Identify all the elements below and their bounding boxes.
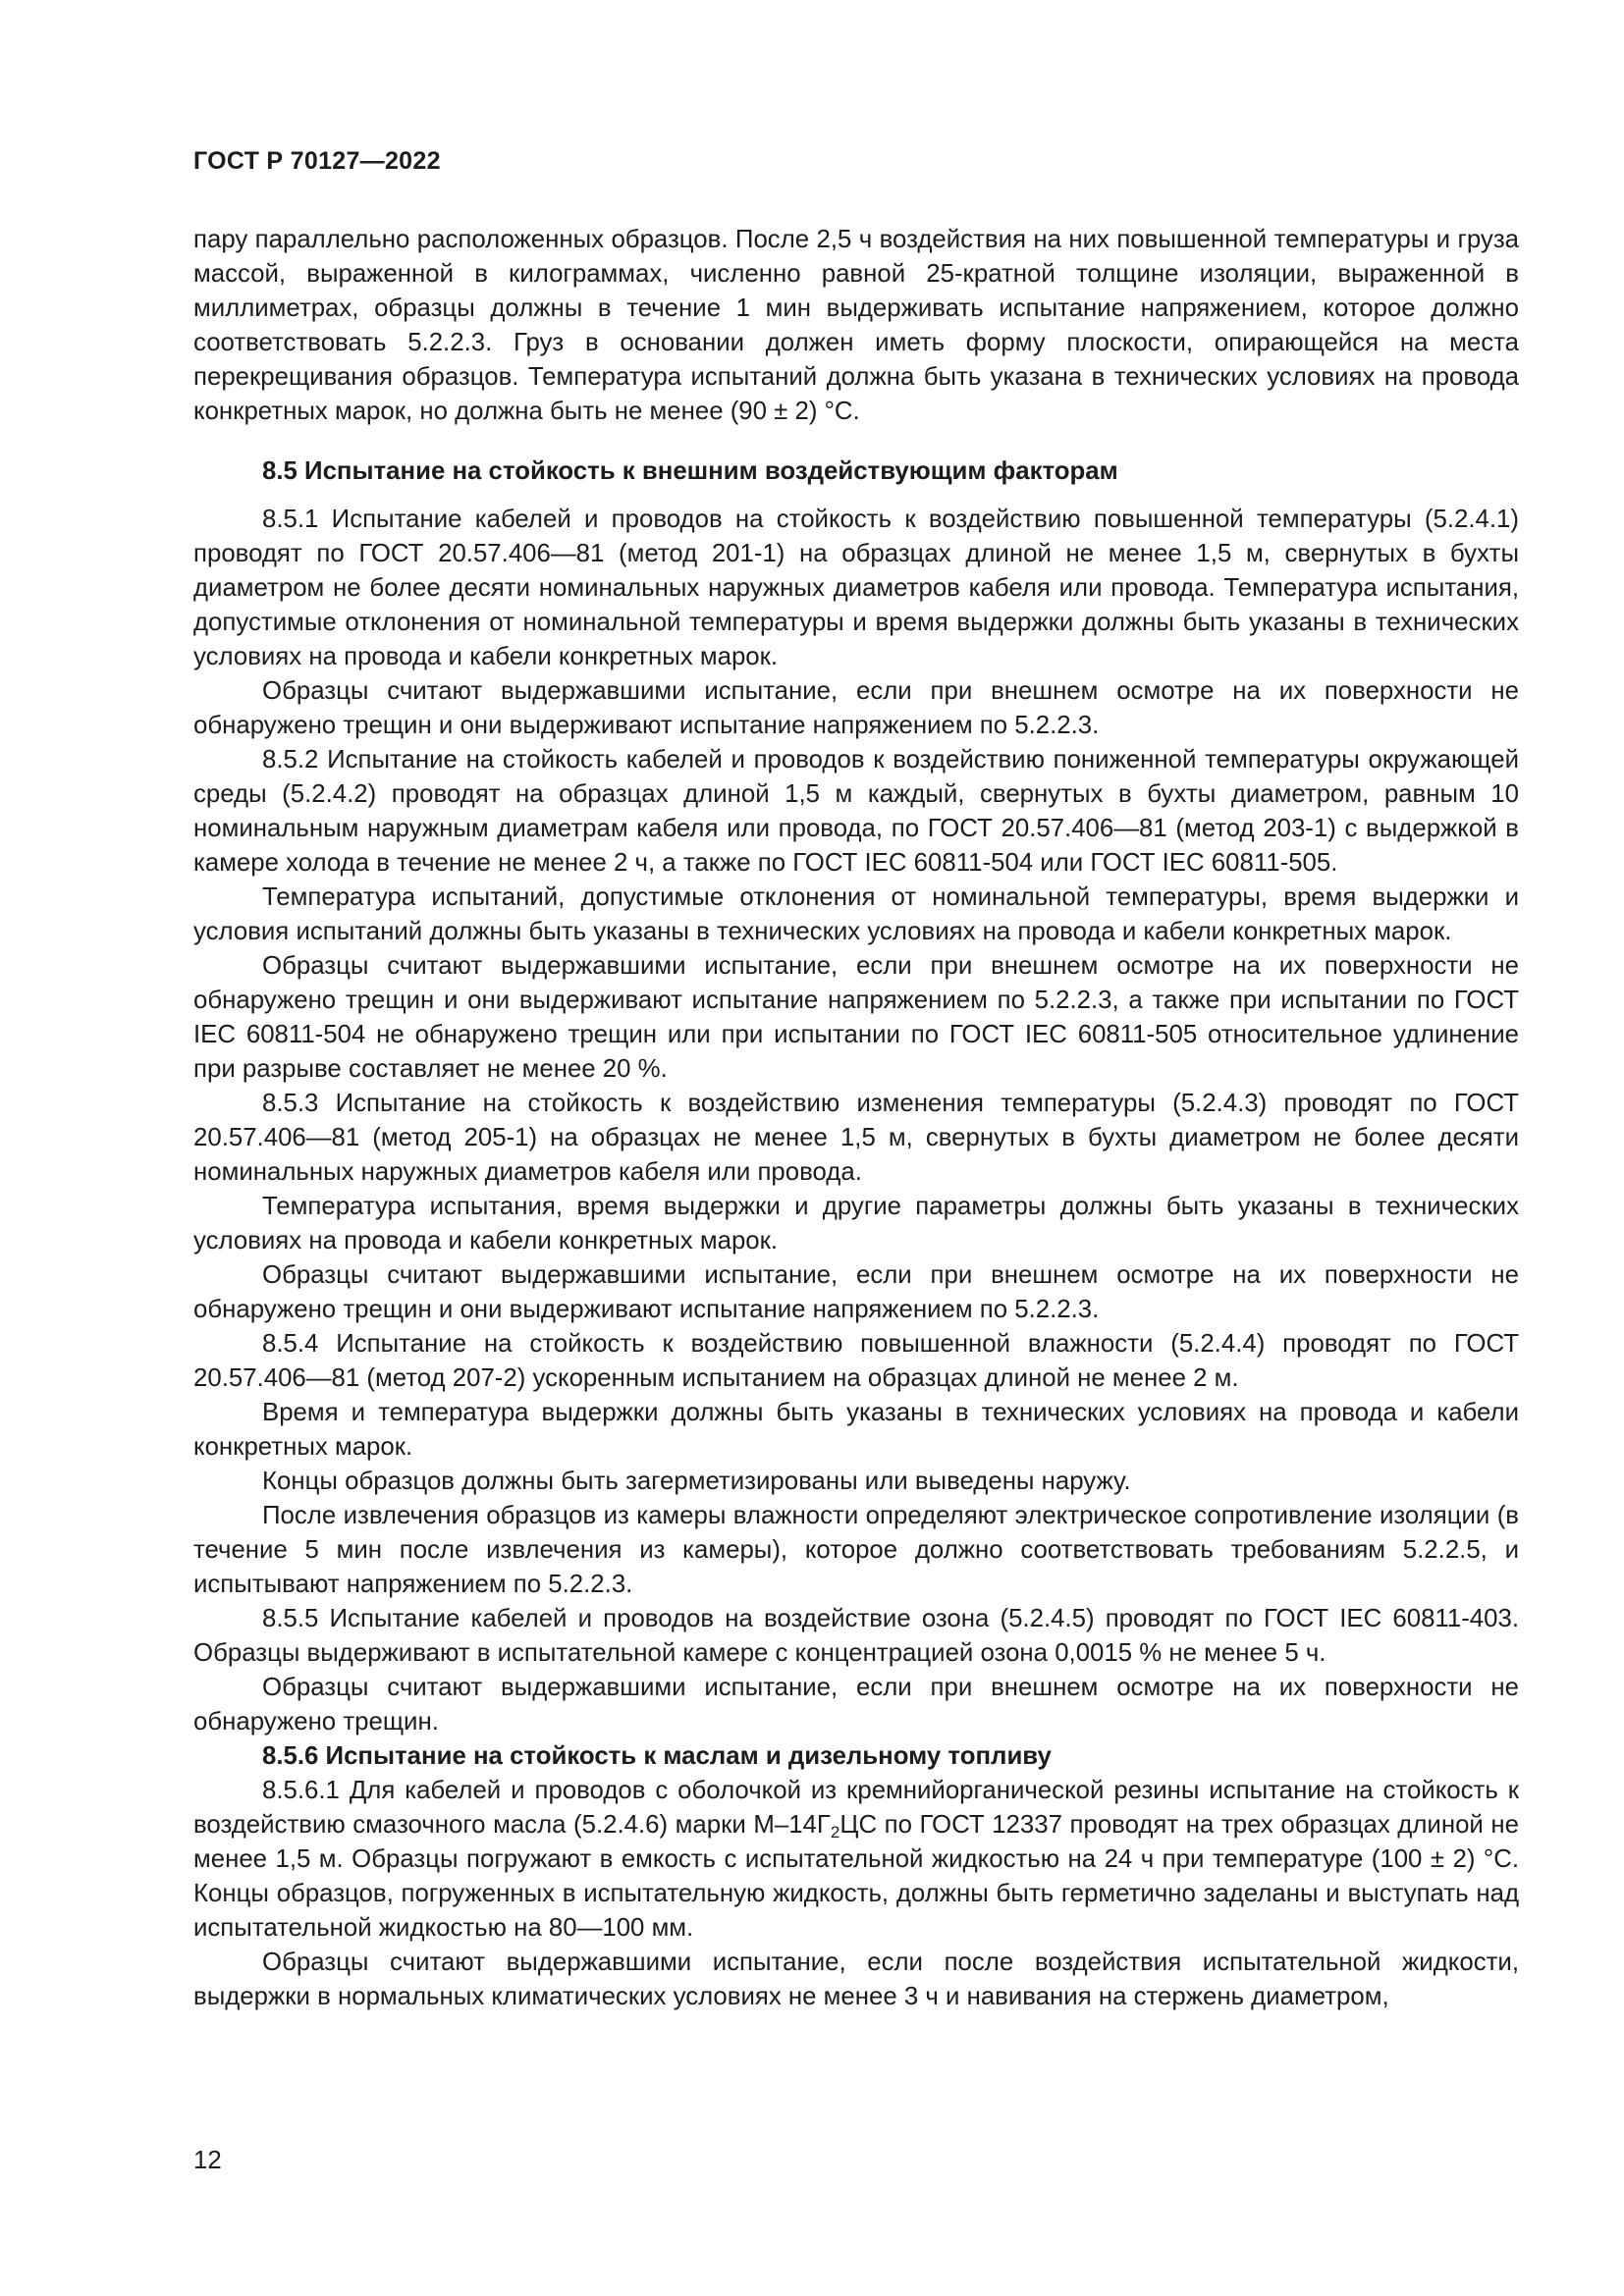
paragraph-8-5-6-1 — [193, 1774, 1519, 1946]
subscript-2: 2 — [830, 1823, 840, 1842]
paragraph-8-5-2-result: Образцы считают выдержавшими испытание, если при внешнем осмотре на их поверхности не обнаружено трещин и они выдерживают испытание напряжением по 5.2.2.3, а также при испытании по ГОСТ IEC 60811-504 не обнаружено трещин или при испытании по ГОСТ IEC 60811-505 относительное удлинение при разрыве составляет не менее 20 %. — [193, 952, 1519, 1083]
document-body — [193, 223, 1519, 2014]
paragraph-8-5-5-result: Образцы считают выдержавшими испытание, если при внешнем осмотре на их поверхности не обнаружено трещин. — [193, 1674, 1519, 1735]
paragraph-8-5-6-1-part-2: ЦС по ГОСТ 12337 проводят на трех образцах длиной не менее 1,5 м. Образцы погружают в емкость с испытательной жидкостью на 24 ч при температуре (100 ± 2) °С. Концы образцов, погруженных в испытательную жидкость, должны быть герметично заделаны и выступать над испытательной жидкостью на 80—100 мм. — [193, 1811, 1519, 1942]
paragraph-8-5-4-result: После извлечения образцов из камеры влажности определяют электрическое сопротивление изоляции (в течение 5 мин после извлечения из камеры), которое должно соответствовать требованиям 5.2.2.5, и испытывают напряжением по 5.2.2.3. — [193, 1502, 1519, 1598]
paragraph-8-5-1-result: Образцы считают выдержавшими испытание, если при внешнем осмотре на их поверхности не обнаружено трещин и они выдерживают испытание напряжением по 5.2.2.3. — [193, 677, 1519, 739]
paragraph-8-5-1: 8.5.1 Испытание кабелей и проводов на стойкость к воздействию повышенной температуры (5.2.4.1) проводят по ГОСТ 20.57.406—81 (метод 201-1) на образцах длиной не менее 1,5 м, свернутых в бухты диаметром не более десяти номинальных наружных диаметров кабеля или провода. Температура испытания, допустимые отклонения от номинальной температуры и время выдержки должны быть указаны в технических условиях на провода и кабели конкретных марок. — [193, 506, 1519, 670]
paragraph-8-5-4-ends: Концы образцов должны быть загерметизированы или выведены наружу. — [262, 1468, 1131, 1495]
paragraph-8-5-3-result: Образцы считают выдержавшими испытание, если при внешнем осмотре на их поверхности не обнаружено трещин и они выдерживают испытание напряжением по 5.2.2.3. — [193, 1261, 1519, 1323]
paragraph-8-5-3: 8.5.3 Испытание на стойкость к воздействию изменения температуры (5.2.4.3) проводят по ГОСТ 20.57.406—81 (метод 205-1) на образцах не менее 1,5 м, свернутых в бухты диаметром не более десяти номинальных наружных диаметров кабеля или провода. — [193, 1090, 1519, 1186]
section-heading-8-5: 8.5 Испытание на стойкость к внешним воздействующим факторам — [262, 457, 1118, 485]
paragraph-8-5-2: 8.5.2 Испытание на стойкость кабелей и проводов к воздействию пониженной температуры окружающей среды (5.2.4.2) проводят на образцах длиной 1,5 м каждый, свернутых в бухты диаметром, равным 10 номинальным наружным диаметрам кабеля или провода, по ГОСТ 20.57.406—81 (метод 203-1) с выдержкой в камере холода в течение не менее 2 ч, а также по ГОСТ IEC 60811-504 или ГОСТ IEC 60811-505. — [193, 746, 1519, 877]
document-header: ГОСТ Р 70127—2022 — [193, 147, 441, 175]
paragraph-8-5-6-1-result: Образцы считают выдержавшими испытание, если после воздействия испытательной жидкости, выдержки в нормальных климатических условиях не менее 3 ч и навивания на стержень диаметром, — [193, 1949, 1519, 2010]
paragraph-8-5-6-1-part-1: 8.5.6.1 Для кабелей и проводов с оболочкой из кремнийорганической резины испытание на стойкость к воздействию смазочного масла (5.2.4.6) марки М–14Г — [193, 1777, 1519, 1839]
paragraph-8-5-4: 8.5.4 Испытание на стойкость к воздействию повышенной влажности (5.2.4.4) проводят по ГОСТ 20.57.406—81 (метод 207-2) ускоренным испытанием на образцах длиной не менее 2 м. — [193, 1330, 1519, 1392]
paragraph-8-5-3-conditions: Температура испытания, время выдержки и другие параметры должны быть указаны в технических условиях на провода и кабели конкретных марок. — [193, 1193, 1519, 1255]
paragraph-continuation: пару параллельно расположенных образцов. После 2,5 ч воздействия на них повышенной температуры и груза массой, выраженной в килограммах, численно равной 25-кратной толщине изоляции, выраженной в миллиметрах, образцы должны в течение 1 мин выдерживать испытание напряжением, которое должно соответствовать 5.2.2.3. Груз в основании должен иметь форму плоскости, опирающейся на места перекрещивания образцов. Температура испытаний должна быть указана в технических условиях на провода конкретных марок, но должна быть не менее (90 ± 2) °С. — [193, 226, 1519, 425]
paragraph-8-5-5: 8.5.5 Испытание кабелей и проводов на воздействие озона (5.2.4.5) проводят по ГОСТ IEC 60811-403. Образцы выдерживают в испытательной камере с концентрацией озона 0,0015 % не менее 5 ч. — [193, 1605, 1519, 1667]
subsection-heading-8-5-6: 8.5.6 Испытание на стойкость к маслам и дизельному топливу — [262, 1742, 1052, 1770]
paragraph-8-5-2-conditions: Температура испытаний, допустимые отклонения от номинальной температуры, время выдержки и условия испытаний должны быть указаны в технических условиях на провода и кабели конкретных марок. — [193, 883, 1519, 945]
page-number: 12 — [193, 2147, 222, 2174]
paragraph-8-5-4-conditions: Время и температура выдержки должны быть указаны в технических условиях на провода и кабели конкретных марок. — [193, 1399, 1519, 1461]
